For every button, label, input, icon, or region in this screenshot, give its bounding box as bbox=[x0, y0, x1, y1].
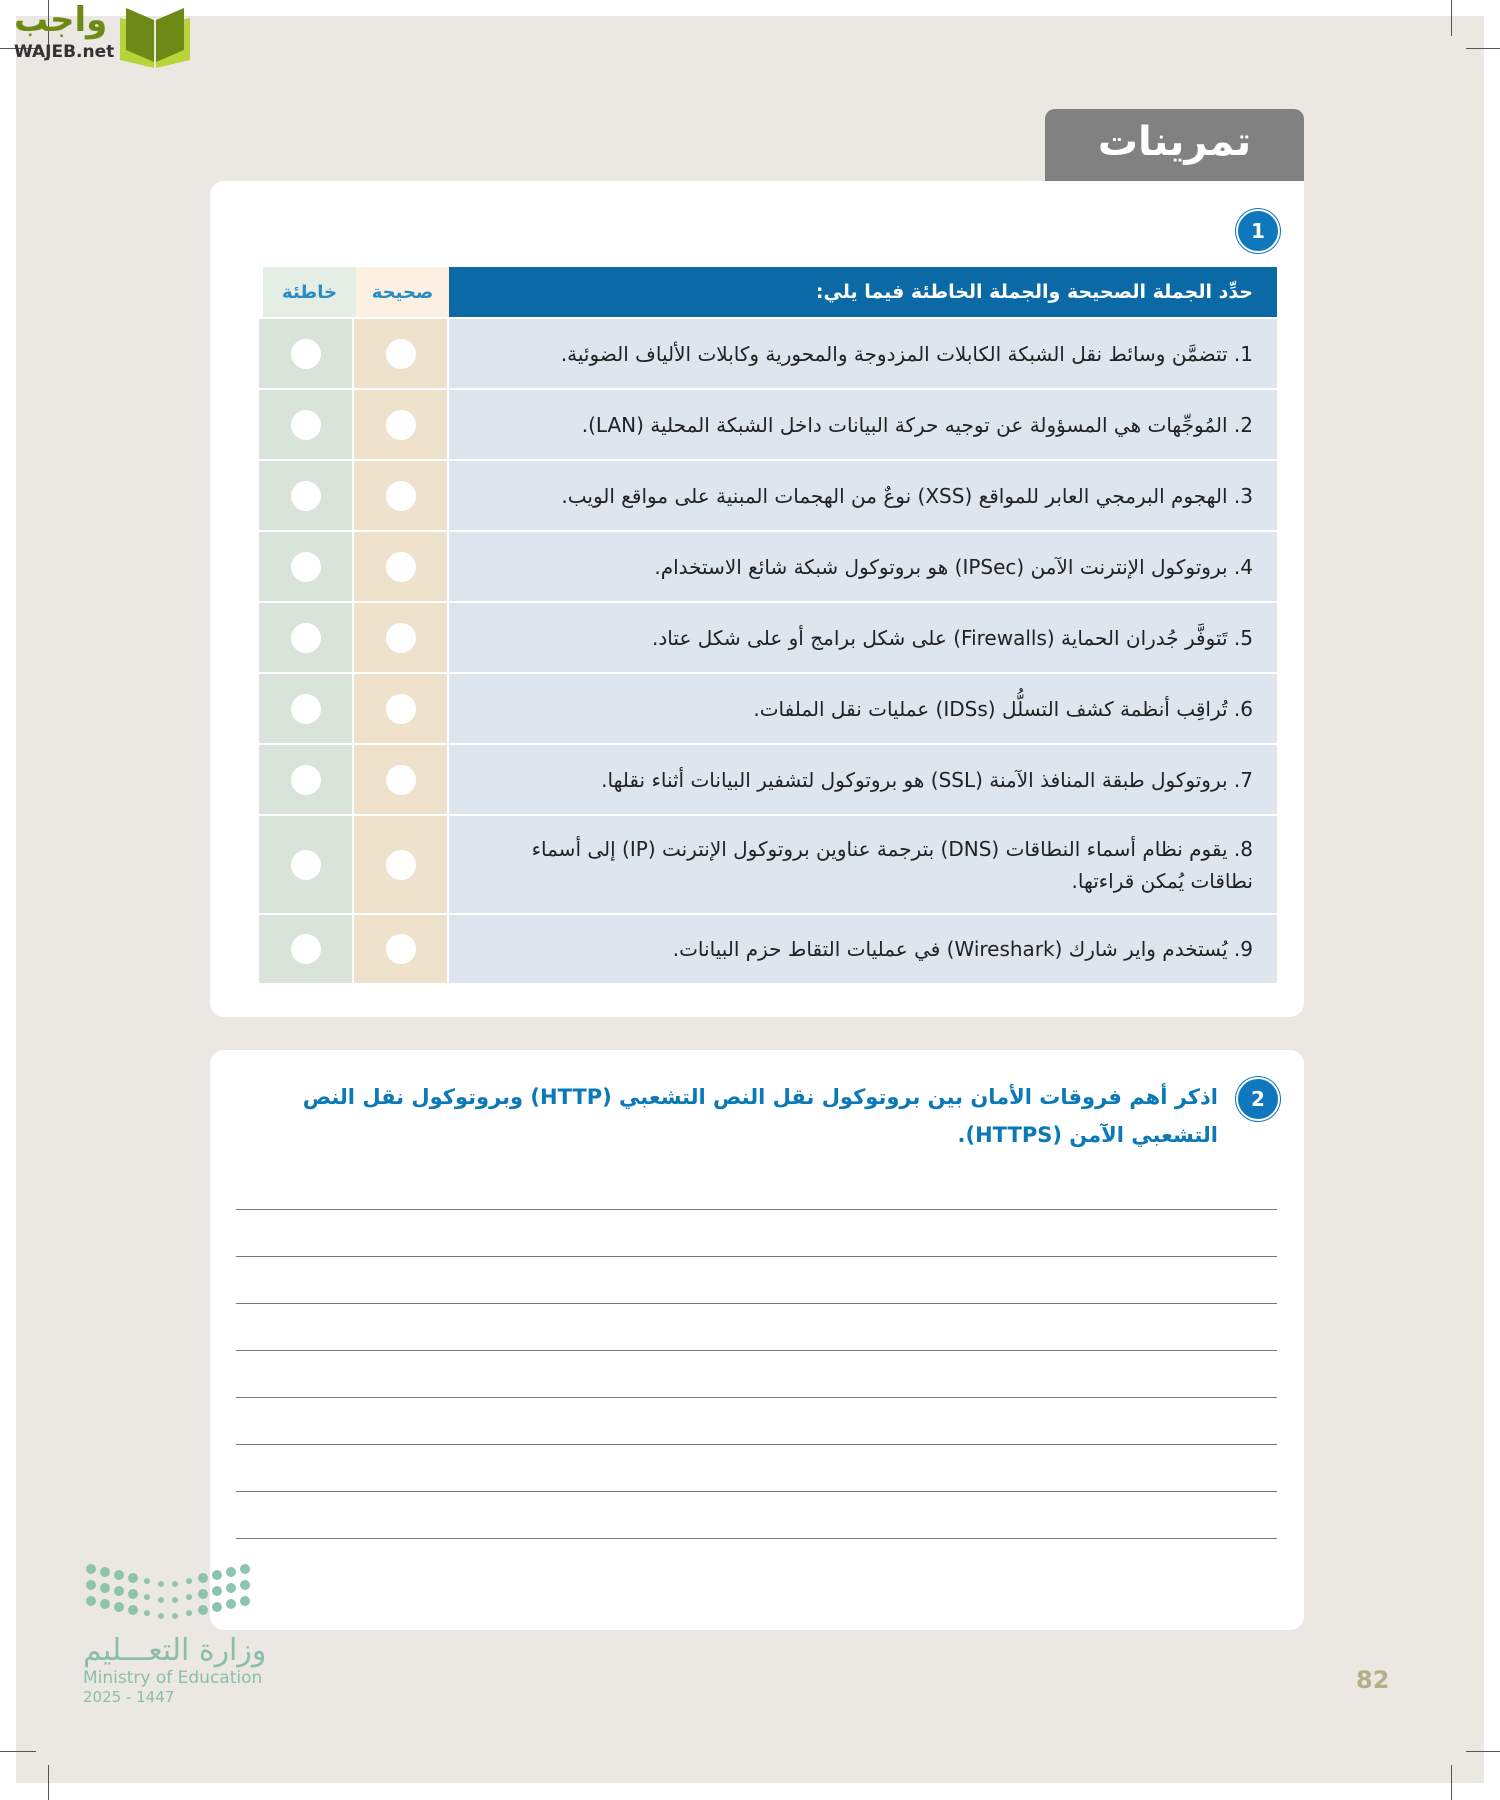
statement-row bbox=[238, 672, 1277, 743]
answer-line[interactable] bbox=[236, 1397, 1277, 1398]
answer-line[interactable] bbox=[236, 1350, 1277, 1351]
true-radio[interactable] bbox=[386, 481, 416, 511]
false-cell bbox=[259, 461, 354, 530]
ministry-dots-icon bbox=[83, 1561, 263, 1623]
exercise-number-badge: 2 bbox=[1236, 1077, 1280, 1121]
logo-dot bbox=[128, 1605, 138, 1615]
false-radio[interactable] bbox=[291, 552, 321, 582]
false-radio[interactable] bbox=[291, 765, 321, 795]
true-cell bbox=[354, 532, 449, 601]
table-header bbox=[238, 267, 1277, 317]
exercise-number-badge: 1 bbox=[1236, 209, 1280, 253]
logo-dot bbox=[128, 1573, 138, 1583]
false-cell bbox=[259, 532, 354, 601]
logo-dot bbox=[212, 1602, 222, 1612]
crop-mark bbox=[1451, 0, 1452, 36]
false-cell bbox=[259, 390, 354, 459]
true-radio[interactable] bbox=[386, 339, 416, 369]
section-title-tab: تمرينات bbox=[1045, 109, 1304, 187]
true-cell bbox=[354, 915, 449, 983]
false-radio[interactable] bbox=[291, 339, 321, 369]
statement-text: 2. المُوجِّهات هي المسؤولة عن توجيه حركة البيانات داخل الشبكة المحلية (LAN). bbox=[449, 390, 1277, 459]
logo-dot bbox=[114, 1602, 124, 1612]
true-radio[interactable] bbox=[386, 623, 416, 653]
statement-text: 1. تتضمَّن وسائط نقل الشبكة الكابلات المزدوجة والمحورية وكابلات الألياف الضوئية. bbox=[449, 319, 1277, 388]
answer-line[interactable] bbox=[236, 1256, 1277, 1257]
logo-dot bbox=[144, 1610, 150, 1616]
logo-dot bbox=[226, 1599, 236, 1609]
logo-latin: WAJEB.net bbox=[14, 42, 115, 62]
logo-dot bbox=[144, 1594, 150, 1600]
statement-text: 6. تُراقِب أنظمة كشف التسلُّل (IDSs) عمليات نقل الملفات. bbox=[449, 674, 1277, 743]
statement-row bbox=[238, 530, 1277, 601]
statement-row bbox=[238, 317, 1277, 388]
false-radio[interactable] bbox=[291, 694, 321, 724]
crop-mark bbox=[1466, 1751, 1500, 1752]
answer-line[interactable] bbox=[236, 1209, 1277, 1210]
answer-line[interactable] bbox=[236, 1538, 1277, 1539]
true-false-table bbox=[238, 267, 1277, 983]
table-instruction: حدِّد الجملة الصحيحة والجملة الخاطئة فيما يلي: bbox=[449, 267, 1277, 317]
statement-text: 7. بروتوكول طبقة المنافذ الآمنة (SSL) هو بروتوكول لتشفير البيانات أثناء نقلها. bbox=[449, 745, 1277, 814]
logo-dot bbox=[172, 1581, 178, 1587]
crop-mark bbox=[0, 1751, 36, 1752]
ministry-name-english: Ministry of Education bbox=[83, 1668, 263, 1688]
true-cell bbox=[354, 674, 449, 743]
statement-row bbox=[238, 814, 1277, 913]
logo-dot bbox=[198, 1605, 208, 1615]
logo-dot bbox=[100, 1567, 110, 1577]
statement-text: 3. الهجوم البرمجي العابر للمواقع (XSS) نوعٌ من الهجمات المبنية على مواقع الويب. bbox=[449, 461, 1277, 530]
ministry-logo bbox=[83, 1561, 273, 1706]
ministry-name-arabic: وزارة التعـــليم bbox=[83, 1633, 267, 1668]
logo-dot bbox=[226, 1567, 236, 1577]
true-column-header: صحيحة bbox=[356, 267, 449, 317]
exercise-question: اذكر أهم فروقات الأمان بين بروتوكول نقل النص التشعبي (HTTP) وبروتوكول نقل النص التشعبي الآمن (HTTPS). bbox=[302, 1085, 1218, 1147]
logo-dot bbox=[172, 1613, 178, 1619]
logo-dot bbox=[172, 1597, 178, 1603]
statement-row bbox=[238, 743, 1277, 814]
false-cell bbox=[259, 745, 354, 814]
logo-dot bbox=[158, 1581, 164, 1587]
statement-row bbox=[238, 913, 1277, 983]
logo-dot bbox=[186, 1578, 192, 1584]
true-radio[interactable] bbox=[386, 765, 416, 795]
logo-dot bbox=[240, 1596, 250, 1606]
false-cell bbox=[259, 915, 354, 983]
logo-dot bbox=[144, 1578, 150, 1584]
false-cell bbox=[259, 816, 354, 913]
false-column-header: خاطئة bbox=[263, 267, 356, 317]
answer-line[interactable] bbox=[236, 1303, 1277, 1304]
false-cell bbox=[259, 674, 354, 743]
logo-dot bbox=[100, 1583, 110, 1593]
true-radio[interactable] bbox=[386, 850, 416, 880]
logo-dot bbox=[86, 1596, 96, 1606]
crop-mark bbox=[48, 1765, 49, 1800]
false-cell bbox=[259, 319, 354, 388]
true-radio[interactable] bbox=[386, 934, 416, 964]
true-radio[interactable] bbox=[386, 694, 416, 724]
false-radio[interactable] bbox=[291, 934, 321, 964]
logo-dot bbox=[226, 1583, 236, 1593]
true-cell bbox=[354, 603, 449, 672]
logo-dot bbox=[86, 1580, 96, 1590]
true-cell bbox=[354, 461, 449, 530]
book-icon bbox=[110, 4, 200, 68]
wajeb-logo[interactable] bbox=[10, 0, 190, 66]
statement-row bbox=[238, 459, 1277, 530]
logo-dot bbox=[198, 1589, 208, 1599]
statement-text: 9. يُستخدم واير شارك (Wireshark) في عمليات التقاط حزم البيانات. bbox=[449, 915, 1277, 983]
true-cell bbox=[354, 745, 449, 814]
logo-dot bbox=[114, 1570, 124, 1580]
true-radio[interactable] bbox=[386, 410, 416, 440]
logo-arabic: واجب bbox=[14, 0, 108, 40]
logo-dot bbox=[186, 1610, 192, 1616]
false-radio[interactable] bbox=[291, 850, 321, 880]
true-cell bbox=[354, 390, 449, 459]
logo-dot bbox=[100, 1599, 110, 1609]
false-radio[interactable] bbox=[291, 623, 321, 653]
true-radio[interactable] bbox=[386, 552, 416, 582]
true-cell bbox=[354, 319, 449, 388]
true-cell bbox=[354, 816, 449, 913]
statement-text: 5. تَتوفَّر جُدران الحماية (Firewalls) على شكل برامج أو على شكل عتاد. bbox=[449, 603, 1277, 672]
logo-dot bbox=[240, 1564, 250, 1574]
crop-mark bbox=[1451, 1765, 1452, 1800]
logo-dot bbox=[212, 1586, 222, 1596]
logo-dot bbox=[198, 1573, 208, 1583]
logo-dot bbox=[158, 1613, 164, 1619]
statement-text: 8. يقوم نظام أسماء النطاقات (DNS) بترجمة عناوين بروتوكول الإنترنت (IP) إلى أسماء نطاقات يُمكن قراءتها. bbox=[449, 816, 1277, 913]
false-radio[interactable] bbox=[291, 410, 321, 440]
logo-dot bbox=[186, 1594, 192, 1600]
logo-dot bbox=[212, 1570, 222, 1580]
false-cell bbox=[259, 603, 354, 672]
answer-line[interactable] bbox=[236, 1491, 1277, 1492]
false-radio[interactable] bbox=[291, 481, 321, 511]
logo-dot bbox=[86, 1564, 96, 1574]
statement-row bbox=[238, 601, 1277, 672]
statement-text: 4. بروتوكول الإنترنت الآمن (IPSec) هو بروتوكول شبكة شائع الاستخدام. bbox=[449, 532, 1277, 601]
answer-line[interactable] bbox=[236, 1444, 1277, 1445]
exercise-1-card bbox=[210, 181, 1304, 1017]
crop-mark bbox=[1466, 48, 1500, 49]
logo-dot bbox=[240, 1580, 250, 1590]
statement-row bbox=[238, 388, 1277, 459]
logo-dot bbox=[114, 1586, 124, 1596]
logo-dot bbox=[158, 1597, 164, 1603]
page-number: 82 bbox=[1356, 1666, 1390, 1694]
edition-year: 2025 - 1447 bbox=[83, 1688, 175, 1706]
exercise-2-card bbox=[210, 1050, 1304, 1630]
logo-dot bbox=[128, 1589, 138, 1599]
